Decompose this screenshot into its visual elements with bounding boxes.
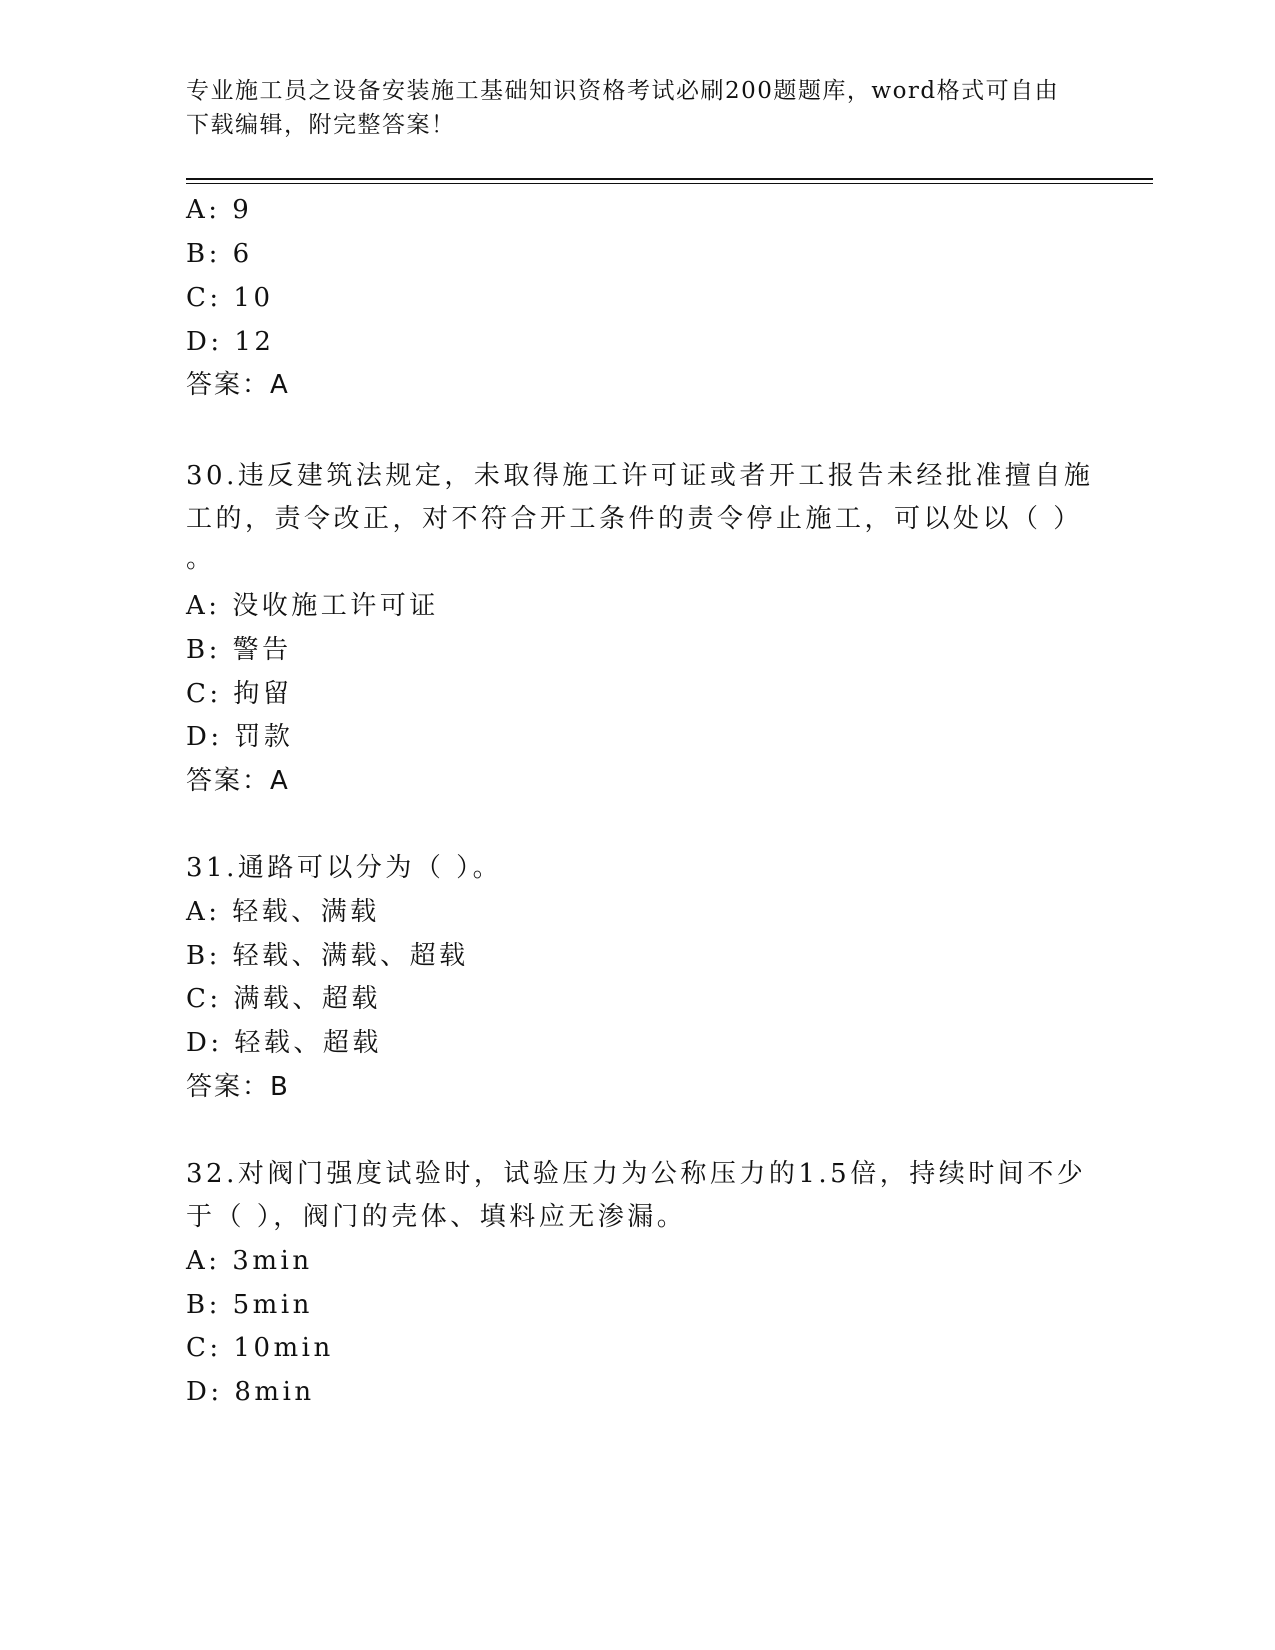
q30-option-d: D: 罚款 bbox=[186, 722, 294, 752]
q30-option-b: B: 警告 bbox=[186, 635, 292, 665]
q29-option-c: C: 10 bbox=[186, 283, 274, 313]
q31-stem-line-1: 31.通路可以分为（ ）。 bbox=[186, 853, 503, 883]
q30-stem-line-3: 。 bbox=[186, 544, 216, 574]
q32-option-b: B: 5min bbox=[186, 1290, 313, 1320]
q30-option-c: C: 拘留 bbox=[186, 679, 293, 709]
header-line-1: 专业施工员之设备安装施工基础知识资格考试必刷200题题库，word格式可自由 bbox=[186, 78, 1060, 104]
q31-answer: 答案：B bbox=[186, 1072, 290, 1102]
document-header bbox=[186, 74, 1066, 142]
q31-option-a: A: 轻载、满载 bbox=[186, 897, 380, 927]
q30-stem-line-2: 工的，责令改正，对不符合开工条件的责令停止施工，可以处以（ ） bbox=[186, 504, 1083, 534]
q32-option-c: C: 10min bbox=[186, 1333, 334, 1363]
q30-answer: 答案：A bbox=[186, 766, 290, 796]
q32-stem-line-2: 于（ ），阀门的壳体、填料应无渗漏。 bbox=[186, 1202, 687, 1232]
q29-option-b: B: 6 bbox=[186, 239, 253, 269]
q32-stem-line-1: 32.对阀门强度试验时，试验压力为公称压力的1.5倍，持续时间不少 bbox=[186, 1159, 1087, 1189]
q31-option-b: B: 轻载、满载、超载 bbox=[186, 941, 469, 971]
q29-option-a: A: 9 bbox=[186, 195, 253, 225]
q31-option-d: D: 轻载、超载 bbox=[186, 1028, 382, 1058]
q32-option-d: D: 8min bbox=[186, 1377, 315, 1407]
q30-option-a: A: 没收施工许可证 bbox=[186, 591, 439, 621]
q32-option-a: A: 3min bbox=[186, 1246, 313, 1276]
header-line-2: 下载编辑，附完整答案！ bbox=[186, 112, 456, 138]
header-rule-thin bbox=[186, 183, 1153, 184]
q31-option-c: C: 满载、超载 bbox=[186, 984, 381, 1014]
header-rule-thick bbox=[186, 178, 1153, 180]
q29-option-d: D: 12 bbox=[186, 327, 275, 357]
q30-stem-line-1: 30.违反建筑法规定，未取得施工许可证或者开工报告未经批准擅自施 bbox=[186, 461, 1094, 491]
q29-answer: 答案：A bbox=[186, 370, 290, 400]
